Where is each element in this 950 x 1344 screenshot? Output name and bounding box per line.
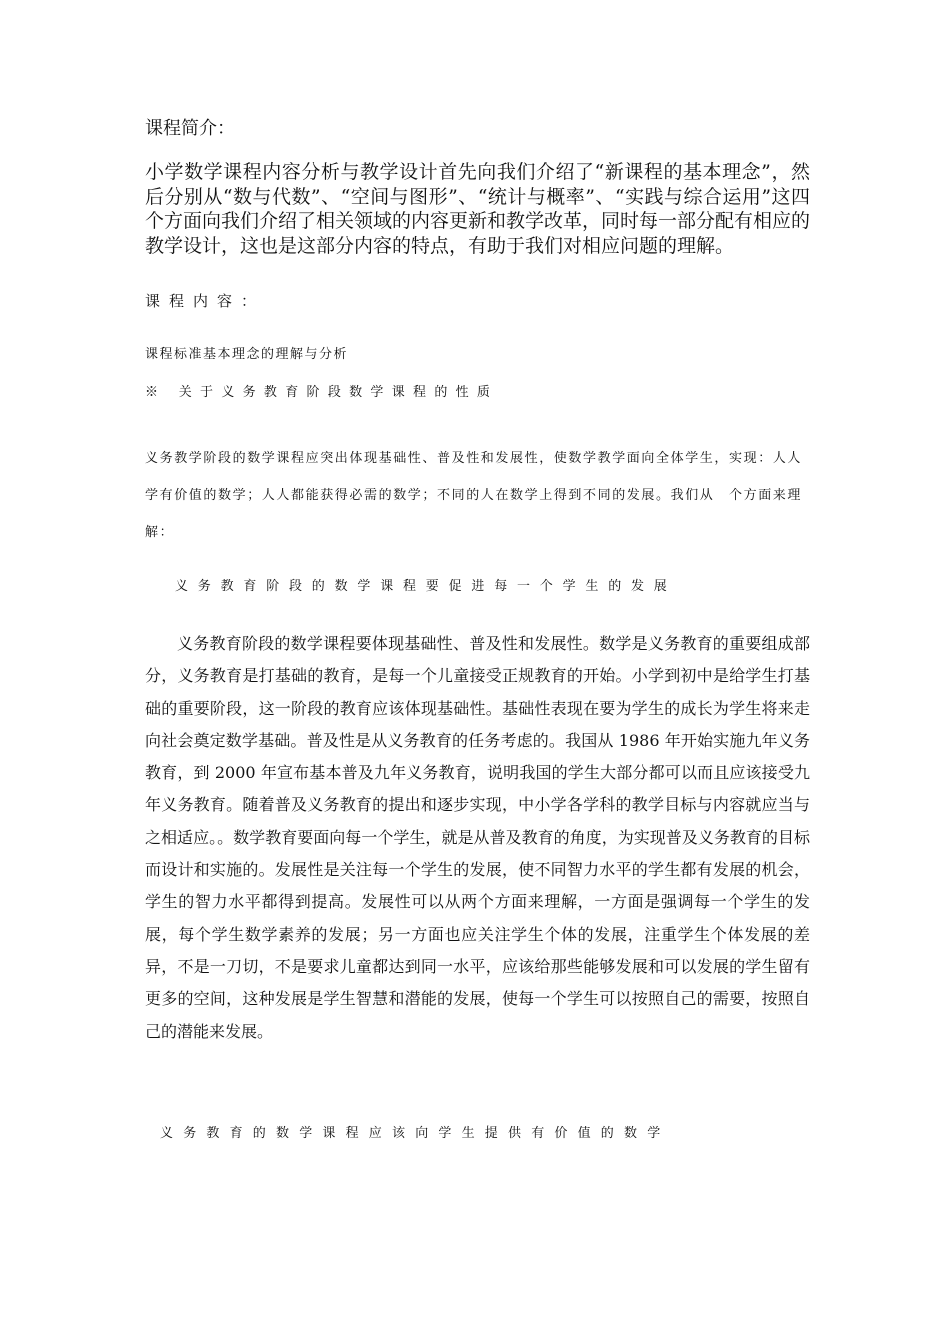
intro-title: 课程简介： — [145, 118, 235, 139]
section1-heading: 义务教育阶段的数学课程要促进每一个学生的发展 — [175, 579, 677, 594]
nature-subheading: ※ 关于义务教育阶段数学课程的性质 — [145, 385, 499, 400]
section1-body: 义务教育阶段的数学课程要体现基础性、普及性和发展性。数学是义务教育的重要组成部分，义务教育是打基础的教育，是每一个儿童接受正规教育的开始。小学到初中是给学生打基础的重要阶段，这一阶段的教育应该体现基础性。基础性表现在要为学生的成长为学生将来走向社会奠定数学基础。普及性是从义务教育的任务考虑的。我国从 1986 年开始实施九年义务教育，到 2000 年宣布基本普及九年义务教育，说明我国的学生大部分都可以而且应该接受九年义务教育。随着普及义务教育的提出和逐步实现，中小学各学科的教学目标与内容就应当与之相适应。。数学教育要面向每一个学生，就是从普及教育的角度，为实现普及义务教育的目标而设计和实施的。发展性是关注每一个学生的发展，使不同智力水平的学生都有发展的机会，学生的智力水平都得到提高。发展性可以从两个方面来理解，一方面是强调每一个学生的发展，每个学生数学素养的发展；另一方面也应关注学生个体的发展，注重学生个体发展的差异，不是一刀切，不是要求儿童都达到同一水平，应该给那些能够发展和可以发展的学生留有更多的空间，这种发展是学生智慧和潜能的发展，使每一个学生可以按照自己的需要，按照自己的潜能来发展。 — [145, 634, 810, 1041]
nature-paragraph: 义务教学阶段的数学课程应突出体现基础性、普及性和发展性，使数学教学面向全体学生，实现：人人学有价值的数学；人人都能获得必需的数学；不同的人在数学上得到不同的发展。我们从 个方面来理解： — [145, 451, 803, 540]
section2-heading: 义务教育的数学课程应该向学生提供有价值的数学 — [160, 1126, 671, 1141]
intro-paragraph: 小学数学课程内容分析与教学设计首先向我们介绍了“新课程的基本理念”，然后分别从“数与代数”、“空间与图形”、“统计与概率”、“实践与综合运用”这四个方面向我们介绍了相关领域的内容更新和教学改革，同时每一部分配有相应的教学设计，这也是这部分内容的特点，有助于我们对相应问题的理解。 — [145, 161, 811, 257]
content-title: 课程内容： — [145, 292, 266, 310]
standards-heading: 课程标准基本理念的理解与分析 — [145, 347, 349, 362]
